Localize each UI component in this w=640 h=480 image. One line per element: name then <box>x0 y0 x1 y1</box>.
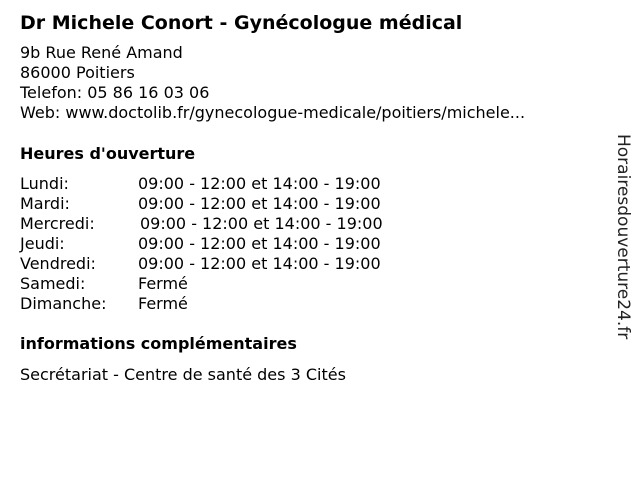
page-title: Dr Michele Conort - Gynécologue médical <box>20 12 463 34</box>
hours-heading: Heures d'ouverture <box>20 144 196 163</box>
info-heading: informations complémentaires <box>20 334 297 353</box>
day-hours: Fermé <box>138 294 188 313</box>
website-link[interactable]: Web: www.doctolib.fr/gynecologue-medicale/poitiers/michele... <box>20 103 526 122</box>
day-hours: 09:00 - 12:00 et 14:00 - 19:00 <box>138 194 381 213</box>
phone-number: Telefon: 05 86 16 03 06 <box>20 83 210 102</box>
info-text: Secrétariat - Centre de santé des 3 Cités <box>20 365 346 384</box>
day-label: Vendredi: <box>20 254 96 273</box>
city-address: 86000 Poitiers <box>20 63 135 82</box>
day-label: Mercredi: <box>20 214 95 233</box>
day-hours: 09:00 - 12:00 et 14:00 - 19:00 <box>138 174 381 193</box>
day-hours: 09:00 - 12:00 et 14:00 - 19:00 <box>138 234 381 253</box>
day-label: Lundi: <box>20 174 69 193</box>
site-watermark: Horairesdouverture24.fr <box>613 134 633 340</box>
street-address: 9b Rue René Amand <box>20 43 183 62</box>
day-hours: 09:00 - 12:00 et 14:00 - 19:00 <box>140 214 383 233</box>
day-hours: Fermé <box>138 274 188 293</box>
day-label: Mardi: <box>20 194 70 213</box>
address-block <box>20 43 525 123</box>
day-label: Dimanche: <box>20 294 107 313</box>
day-label: Samedi: <box>20 274 86 293</box>
day-label: Jeudi: <box>20 234 65 253</box>
day-hours: 09:00 - 12:00 et 14:00 - 19:00 <box>138 254 381 273</box>
